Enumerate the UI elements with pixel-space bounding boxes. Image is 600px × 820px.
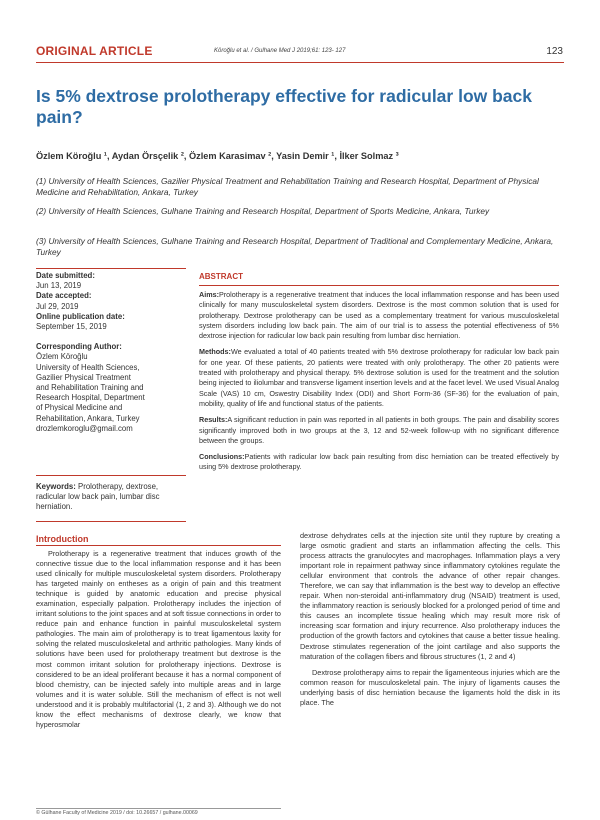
corresponding-line: Research Hospital, Department — [36, 393, 145, 403]
article-sidebar — [36, 271, 186, 434]
corresponding-line: University of Health Sciences, — [36, 362, 140, 372]
abstract-divider — [199, 285, 559, 286]
body-paragraph: Dextrose prolotherapy aims to repair the ligamenteous injuries which are the common reason for musculoskeletal pain. The injury of ligaments causes the underlying basis of disc herniation because the ligaments hold the disk in its place. The — [300, 667, 560, 707]
introduction-heading: Introduction — [36, 534, 89, 544]
sidebar-divider-end — [36, 521, 186, 522]
copyright-footer: © Gülhane Faculty of Medicine 2019 / doi: 10.26657 / gulhane.00069 — [36, 810, 198, 816]
submitted-value: Jun 13, 2019 — [36, 281, 82, 291]
keywords-block — [36, 482, 186, 513]
journal-citation: Köroğlu et al. / Gulhane Med J 2019;61: 123- 127 — [214, 48, 346, 54]
sidebar-divider-bottom — [36, 475, 186, 476]
article-title: Is 5% dextrose prolotherapy effective for radicular low back pain? — [36, 86, 532, 127]
abstract-conclusions — [199, 452, 559, 473]
online-date-value: September 15, 2019 — [36, 322, 107, 332]
abstract-methods — [199, 347, 559, 409]
footer-divider — [36, 808, 281, 809]
methods-label: Methods: — [199, 347, 231, 357]
keywords-value: Prolotherapy, dextrose, radicular low back pain, lumbar disc herniation. — [36, 482, 160, 512]
results-text: A significant reduction in pain was reported in all patients in both groups. The pain and disability scores significantly improved both in two groups at the 3, 12 and 52-week follow-up with no significant difference between the groups. — [199, 415, 559, 445]
accepted-value: Jul 29, 2019 — [36, 301, 79, 311]
corresponding-line: of Physical Medicine and — [36, 403, 123, 413]
header-divider — [36, 62, 564, 63]
introduction-divider — [36, 545, 281, 546]
author-list: Özlem Köroğlu ¹, Aydan Örsçelik ², Özlem Karasimav ², Yasin Demir ¹, İlker Solmaz ³ — [36, 151, 399, 161]
corresponding-line: Rehabilitation, Ankara, Turkey — [36, 413, 140, 423]
accepted-label: Date accepted: — [36, 291, 92, 301]
body-column-right — [300, 531, 560, 714]
abstract-heading: ABSTRACT — [199, 272, 243, 281]
corresponding-author-label: Corresponding Author: — [36, 342, 122, 352]
methods-text: We evaluated a total of 40 patients treated with 5% dextrose prolotherapy for radicular low back pain for one year. Of these patients, 20 patients were treated with only prolotherapy. The other 20 patients were treated with prolotherapy and physical therapy. 5% dextrose solution is used for the treatment and the solution being injected to iliolumbar and transverse ligament insertion levels and at the facet level. We used Visual Analog Scale (VAS) 10 cm, Oswestry Disability Index (ODI) and Short Form-36 (SF-36) for the evaluation of pain, mobility, quality of life and functional status of the patients. — [199, 347, 559, 408]
corresponding-email[interactable]: drozlemkoroglu@gmail.com — [36, 423, 133, 433]
corresponding-line: Özlem Köroğlu — [36, 352, 88, 362]
body-paragraph: Prolotherapy is a regenerative treatment that induces growth of the connective tissue due to the local inflammation response and it has been used clinically for multiple musculoskeletal system disorders. Prolotherapy has targeted mainly on entheses as a origin of pain and this treatment technique is guided by anatomic education and precise physical examination, especially palpation. Prolotherapy includes the injection of irritant solutions to the joint spaces and at soft tissue connections in order to reduce pain and enhance function in painful musculoskeletal system pathologies. The main aim of prolotherapy is to treat ligamentous laxity for solving the related musculoskeletal and arthritic pathologies. Many kinds of solutions have been used for prolotherapy treatment but dextrose is the most common irritant solution for prolotherapy injections. Dextrose is considered to be an ideal proliferant because it has a normal component of blood chemistry, can be injected safely into multiple areas and in large volumes and it is water soluble. Still the mechanism of effect is not well understood and it is probably multifactorial (1, 2 and 3). Although we do not know the effect mechanisms of dextrose clearly, we know that hyperosmolar — [36, 549, 281, 729]
keywords-label: Keywords: — [36, 482, 76, 491]
online-date-label: Online publication date: — [36, 311, 125, 321]
results-label: Results: — [199, 415, 228, 425]
affiliation-1: (1) University of Health Sciences, Gazilier Physical Treatment and Rehabilitation Training and Research Hospital, Department of Physical Medicine and Rehabilitation, Ankara, Turkey — [36, 176, 539, 197]
conclusions-text: Patients with radicular low back pain resulting from disc herniation can be treated effectively by using 5% dextrose prolotherapy. — [199, 452, 559, 472]
section-label: ORIGINAL ARTICLE — [36, 44, 153, 58]
body-column-left — [36, 549, 281, 736]
submitted-label: Date submitted: — [36, 271, 95, 280]
aims-label: Aims: — [199, 290, 219, 299]
corresponding-line: Gazilier Physical Treatment — [36, 372, 131, 382]
abstract-aims — [199, 290, 559, 341]
body-paragraph: dextrose dehydrates cells at the injection site until they rupture by creating a large osmotic gradient and starts an inflammation affecting the cells. This process attracts the granulocytes and macrophages. Inflammation plays a very important role in repairment pathway since inflammatory cytokines regulate the cellular environment that controls the advance of other repair changes. Therefore, we can say that inflammation is the best way to develop an effective repair. When non-steroidal anti-inflammatory drug (NSAID) treatment is used, the inflammatory reaction is seriously blocked for a prolonged period of time and this causes an incomplete tissue healing which may result more risk of increasing scar formation and injury recurrence. Also prolotherapy induces the production of the growth factors and cytokines that cause a better tissue healing. Dextrose stimulates regeneration of the joint cartilage and also supports the maturation of the collagen fibers and fibrous structures (1, 2 and 4) — [300, 531, 561, 661]
conclusions-label: Conclusions: — [199, 452, 245, 462]
affiliation-2: (2) University of Health Sciences, Gulhane Training and Research Hospital, Department of Sports Medicine, Ankara, Turkey — [36, 206, 490, 216]
aims-text: Prolotherapy is a regenerative treatment that induces the local inflammation response and has been used clinically for many musculoskeletal system disorders. Dextrose is the most common solution that is used for prolotherapy. Dextrose prolotherapy can be used as a complementary treatment for various musculoskeletal system disorders including low back pain. The aim of our trial is to assess the potential effectiveness of 5% dextrose injection for radicular low back pain resulting from lumbar disc herniation. — [199, 290, 559, 341]
affiliation-3: (3) University of Health Sciences, Gulhane Training and Research Hospital, Department of Traditional and Complementary Medicine, Ankara, Turkey — [36, 236, 554, 257]
corresponding-line: and Rehabilitation Training and — [36, 383, 144, 393]
abstract-section — [199, 272, 559, 479]
sidebar-divider-top — [36, 268, 186, 269]
page-number: 123 — [546, 46, 563, 57]
abstract-results — [199, 415, 559, 446]
